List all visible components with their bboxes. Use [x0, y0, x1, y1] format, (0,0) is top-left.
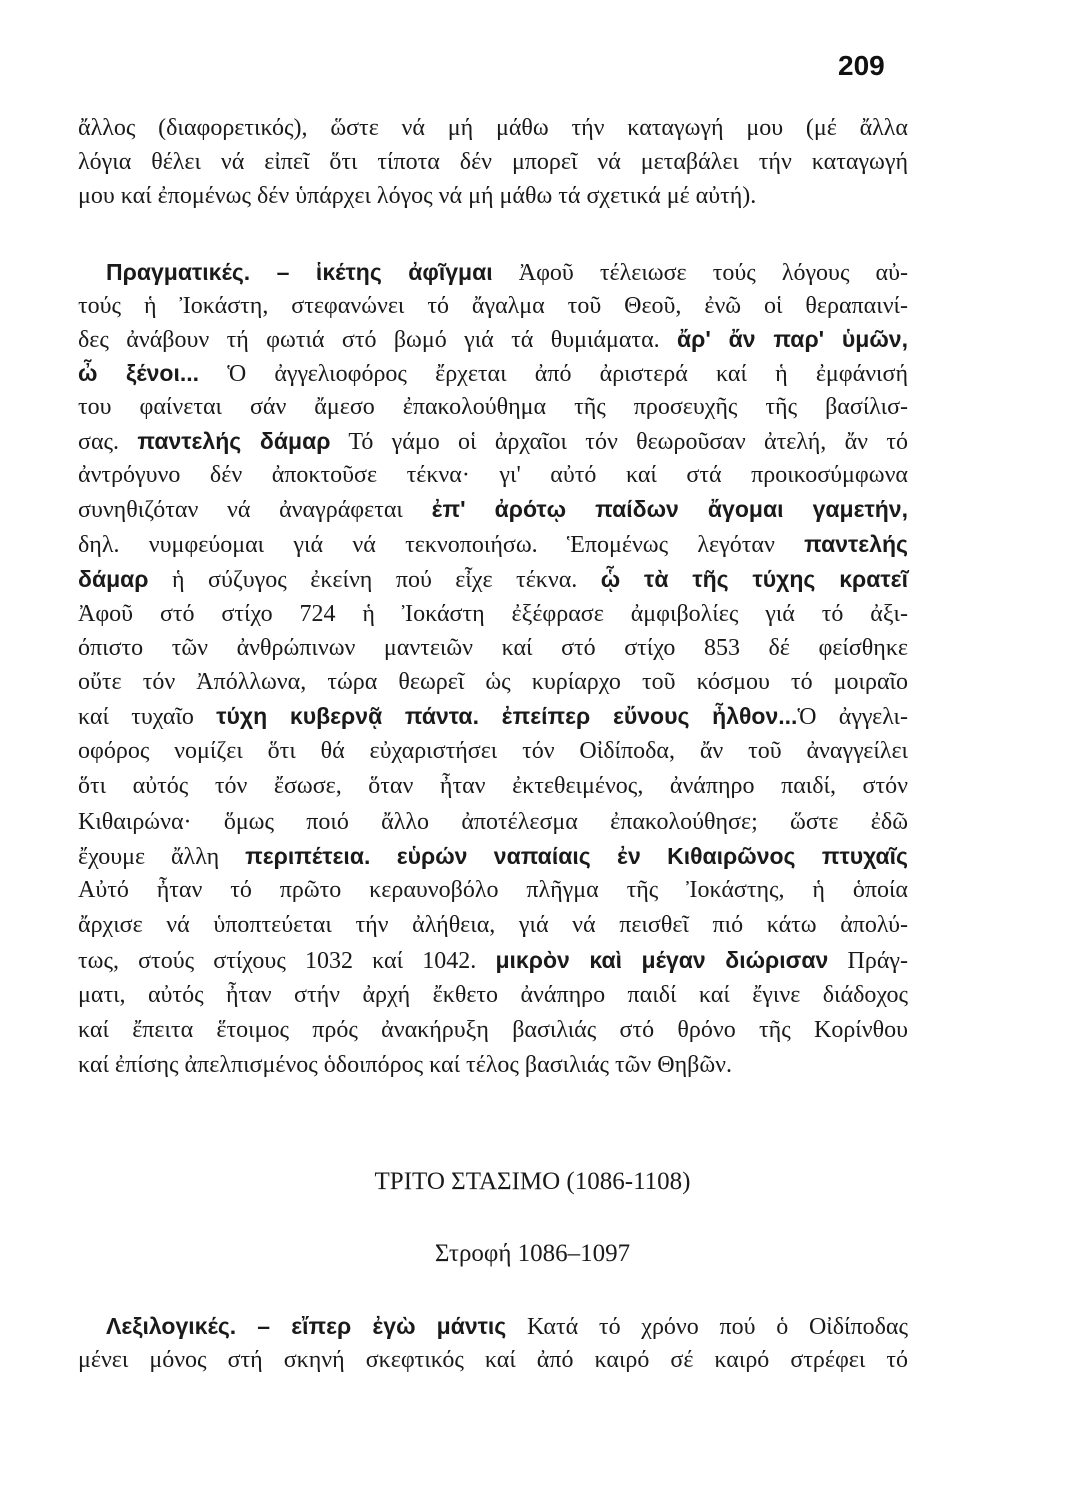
text-line: [78, 459, 908, 491]
text-segment: ἄλλος (διαφορετικός), ὥστε νά μή μάθω τήν καταγωγή μου (μέ ἄλλα: [78, 115, 908, 141]
bold-lemma: ᾧ τὰ τῆς τύχης κρατεῖ: [600, 566, 908, 592]
text-segment: Κατά τό χρόνο πού ὁ Οἰδίποδας: [506, 1314, 908, 1340]
text-segment: μένει μόνος στή σκηνή σκεφτικός καί ἀπό καιρό σέ καιρό στρέφει τό: [78, 1347, 908, 1373]
text-line: [78, 1049, 908, 1081]
text-segment: Ὁ ἀγγελι-: [797, 704, 908, 730]
text-line: [78, 909, 908, 941]
text-line: [78, 425, 908, 457]
text-segment: ἀντρόγυνο δέν ἀποκτοῦσε τέκνα· γι' αὐτό καί στά προικοσύμφωνα: [78, 462, 908, 488]
text-line: [78, 1310, 908, 1342]
text-line: [78, 146, 908, 178]
bold-lemma: Λεξιλογικές. – εἴπερ ἐγὼ μάντις: [106, 1313, 507, 1339]
text-line: [78, 112, 908, 144]
text-segment: Ἀφοῦ τέλειωσε τούς λόγους αὐ-: [492, 260, 908, 286]
text-line: [78, 632, 908, 664]
text-segment: Ἀφοῦ στό στίχο 724 ἡ Ἰοκάστη ἐξέφρασε ἀμφιβολίες γιά τό ἀξι-: [78, 601, 908, 627]
bold-lemma: περιπέτεια. εὑρών ναπαίαις ἐν Κιθαιρῶνος πτυχαῖς: [245, 843, 909, 869]
text-segment: δες ἀνάβουν τή φωτιά στό βωμό γιά τά θυμιάματα.: [78, 327, 678, 353]
text-line: [78, 528, 908, 560]
text-line: [78, 357, 908, 389]
text-segment: ἄρχισε νά ὑποπτεύεται τήν ἀλήθεια, γιά νά πεισθεῖ πιό κάτω ἀπολύ-: [78, 912, 908, 938]
text-line: [78, 979, 908, 1011]
text-segment: Τό γάμο οἱ ἀρχαῖοι τόν θεωροῦσαν ἀτελή, ἄν τό: [330, 429, 908, 455]
text-line: [78, 493, 908, 525]
text-segment: δηλ. νυμφεύομαι γιά νά τεκνοποιήσω. Ἑπομένως λεγόταν: [78, 532, 805, 558]
text-line: [78, 806, 908, 838]
text-segment: Ὁ ἀγγελιοφόρος ἔρχεται ἀπό ἀριστερά καί ἡ ἐμφάνισή: [199, 361, 908, 387]
text-segment: καί ἔπειτα ἕτοιμος πρός ἀνακήρυξη βασιλιάς στό θρόνο τῆς Κορίνθου: [78, 1017, 908, 1043]
bold-lemma: ἐπ' ἀρότῳ παίδων ἄγομαι γαμετήν,: [431, 496, 908, 522]
text-line: [78, 598, 908, 630]
section-title: ΤΡΙΤΟ ΣΤΑΣΙΜΟ (1086-1108): [374, 1168, 691, 1195]
text-segment: σας.: [78, 429, 138, 455]
text-segment: όπιστο τῶν ἀνθρώπινων μαντειῶν καί στό στίχο 853 δέ φείσθηκε: [78, 635, 908, 661]
text-line: [78, 700, 908, 732]
text-segment: οὔτε τόν Ἀπόλλωνα, τώρα θεωρεῖ ὡς κυρίαρχο τοῦ κόσμου τό μοιραῖο: [78, 669, 908, 695]
bold-lemma: Πραγματικές. – ἱκέτης ἀφῖγμαι: [106, 259, 493, 285]
text-segment: μου καί ἐπομένως δέν ὑπάρχει λόγος νά μή μάθω τά σχετικά μέ αὐτή).: [78, 183, 757, 209]
bold-lemma: τύχη κυβερνᾷ πάντα. ἐπείπερ εὔνους ἦλθον...: [216, 703, 798, 729]
text-segment: λόγια θέλει νά εἰπεῖ ὅτι τίποτα δέν μπορεῖ νά μεταβάλει τήν καταγωγή: [78, 149, 908, 175]
text-line: [78, 563, 908, 595]
text-line: [78, 180, 908, 212]
text-segment: του φαίνεται σάν ἄμεσο ἐπακολούθημα τῆς προσευχῆς τῆς βασίλισ-: [78, 394, 908, 420]
text-line: [78, 735, 908, 767]
text-line: [78, 290, 908, 322]
text-segment: Πράγ-: [828, 948, 908, 974]
bold-lemma: παντελής δάμαρ: [137, 428, 331, 454]
text-line: [78, 840, 908, 872]
text-segment: ὅτι αὐτός τόν ἔσωσε, ὅταν ἦταν ἐκτεθειμένος, ἀνάπηρο παιδί, στόν: [78, 773, 908, 799]
bold-lemma: μικρὸν καὶ μέγαν διώρισαν: [495, 947, 829, 973]
bold-lemma: δάμαρ: [78, 566, 149, 592]
page-number: 209: [838, 50, 885, 81]
text-segment: καί τυχαῖο: [78, 704, 217, 730]
text-segment: καί ἐπίσης ἀπελπισμένος ὁδοιπόρος καί τέλος βασιλιάς τῶν Θηβῶν.: [78, 1052, 733, 1078]
text-line: [78, 391, 908, 423]
text-segment: ἔχουμε ἄλλη: [78, 844, 246, 870]
text-segment: ματι, αὐτός ἦταν στήν ἀρχή ἔκθετο ἀνάπηρο παιδί καί ἔγινε διάδοχος: [78, 982, 908, 1008]
text-segment: τως, στούς στίχους 1032 καί 1042.: [78, 948, 496, 974]
subsection-title: Στροφή 1086–1097: [434, 1240, 631, 1267]
bold-lemma: ὦ ξένοι...: [78, 360, 200, 386]
text-segment: ἡ σύζυγος ἐκείνη πού εἶχε τέκνα.: [148, 567, 601, 593]
text-segment: Κιθαιρώνα· ὅμως ποιό ἄλλο ἀποτέλεσμα ἐπακολούθησε; ὥστε ἐδῶ: [78, 809, 908, 835]
text-segment: οφόρος νομίζει ὅτι θά εὐχαριστήσει τόν Οἰδίποδα, ἄν τοῦ ἀναγγείλει: [78, 738, 908, 764]
text-line: [78, 666, 908, 698]
text-line: [78, 323, 908, 355]
text-line: [78, 944, 908, 976]
text-line: [78, 1014, 908, 1046]
text-line: [78, 1344, 908, 1376]
text-line: [78, 256, 908, 288]
bold-lemma: ἄρ' ἄν παρ' ὑμῶν,: [677, 326, 908, 352]
text-segment: συνηθιζόταν νά ἀναγράφεται: [78, 497, 432, 523]
text-segment: Αὐτό ἦταν τό πρῶτο κεραυνοβόλο πλῆγμα τῆς Ἰοκάστης, ἡ ὁποία: [78, 877, 908, 903]
text-segment: τούς ἡ Ἰοκάστη, στεφανώνει τό ἄγαλμα τοῦ Θεοῦ, ἐνῶ οἱ θεραπαινί-: [78, 293, 908, 319]
text-line: [78, 874, 908, 906]
text-line: [78, 770, 908, 802]
bold-lemma: παντελής: [804, 531, 908, 557]
